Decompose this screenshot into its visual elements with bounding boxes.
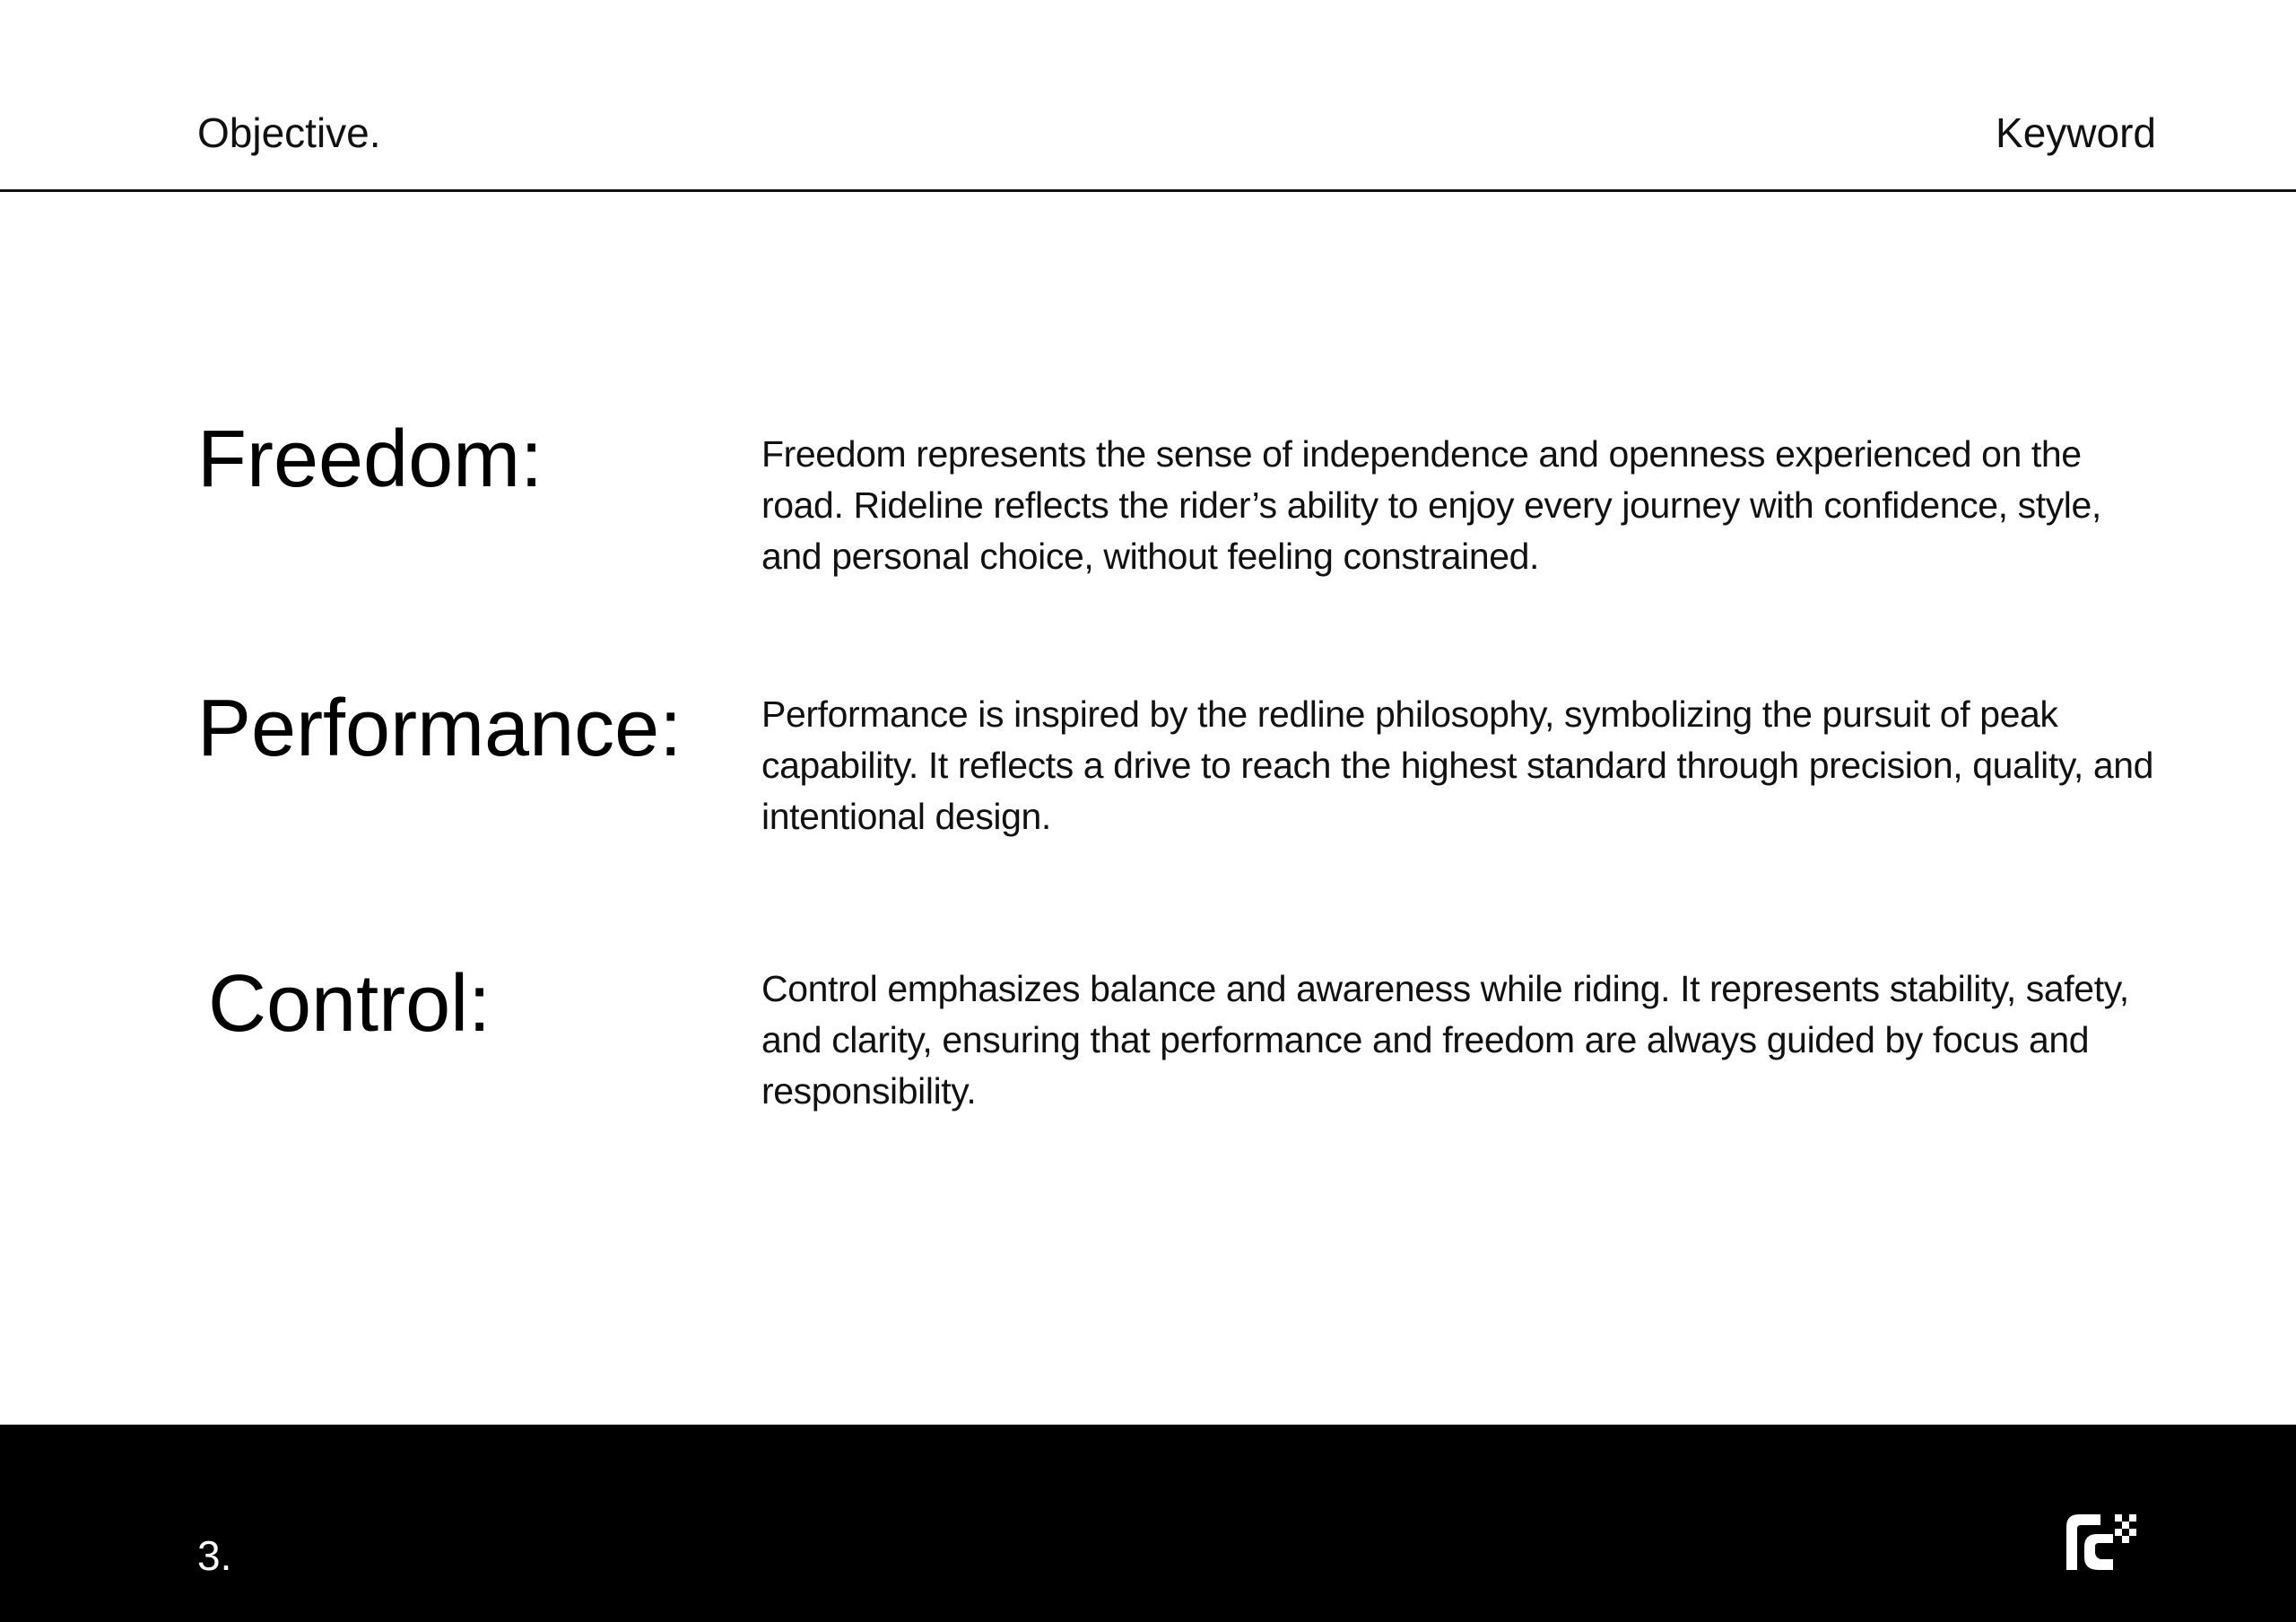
section-label: Objective. bbox=[197, 109, 381, 156]
keyword-description-control: Control emphasizes balance and awareness while riding. It represents stability, safety, and clarity, ensuring that performance and freedom are always guided by focus and responsibility. bbox=[761, 968, 2129, 1112]
keyword-description-freedom: Freedom represents the sense of independence and openness experienced on the road. Rideline reflects the rider’s ability to enjoy every journey with confidence, style, and personal choice, without feeling constrained. bbox=[761, 433, 2101, 577]
keyword-term-performance: Performance: bbox=[197, 684, 683, 773]
keyword-label: Keyword bbox=[1996, 109, 2156, 156]
keyword-term-control: Control: bbox=[208, 959, 491, 1049]
page-header bbox=[0, 0, 2296, 192]
keyword-description-performance: Performance is inspired by the redline philosophy, symbolizing the pursuit of peak capability. It reflects a drive to reach the highest standard through precision, quality, and intentional design. bbox=[761, 693, 2154, 837]
keyword-term-freedom: Freedom: bbox=[197, 414, 544, 504]
page-number: 3. bbox=[197, 1532, 232, 1579]
page-footer bbox=[0, 1425, 2296, 1622]
rideline-logo-icon bbox=[2061, 1507, 2142, 1572]
